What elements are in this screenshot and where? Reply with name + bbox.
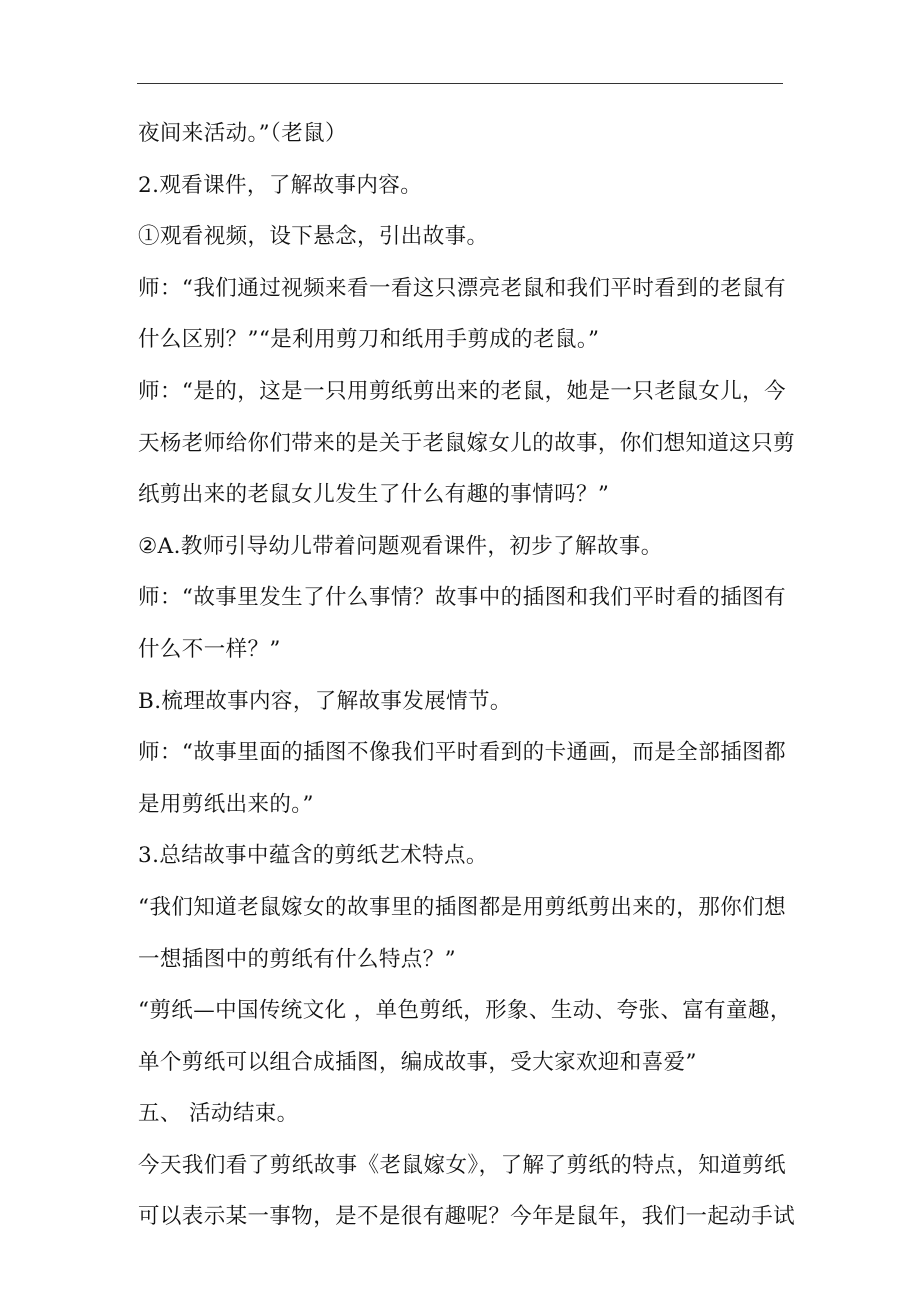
text-line: 师：“故事里发生了什么事情？故事中的插图和我们平时看的插图有 [138, 585, 786, 611]
text-line: 单个剪纸可以组合成插图，编成故事，受大家欢迎和喜爱” [138, 1049, 697, 1075]
text-line: 师：“故事里面的插图不像我们平时看到的卡通画，而是全部插图都 [138, 740, 786, 766]
text-line: 师：“是的，这是一只用剪纸剪出来的老鼠，她是一只老鼠女儿，今 [138, 378, 786, 404]
text-line: ①观看视频，设下悬念，引出故事。 [138, 224, 489, 250]
text-line: 师：“我们通过视频来看一看这只漂亮老鼠和我们平时看到的老鼠有 [138, 275, 786, 301]
text-line: 纸剪出来的老鼠女儿发生了什么有趣的事情吗？” [138, 482, 610, 508]
text-line: 是用剪纸出来的。” [138, 791, 314, 817]
text-line: ②A.教师引导幼儿带着问题观看课件，初步了解故事。 [138, 533, 663, 559]
text-line: 天杨老师给你们带来的是关于老鼠嫁女儿的故事，你们想知道这只剪 [138, 430, 796, 456]
section-heading: 3.总结故事中蕴含的剪纸艺术特点。 [138, 843, 488, 869]
text-line: 今天我们看了剪纸故事《老鼠嫁女》，了解了剪纸的特点，知道剪纸 [138, 1152, 786, 1178]
text-line: 可以表示某一事物，是不是很有趣呢？今年是鼠年，我们一起动手试 [138, 1204, 796, 1230]
text-line: “剪纸—中国传统文化 ，单色剪纸，形象、生动、夸张、富有童趣， [138, 998, 792, 1024]
text-line: 夜间来活动。”（老鼠） [138, 121, 347, 146]
text-line: B.梳理故事内容，了解故事发展情节。 [138, 688, 512, 714]
text-line: 什么区别？”“是利用剪刀和纸用手剪成的老鼠。” [138, 327, 600, 353]
section-heading: 五、 活动结束。 [138, 1101, 299, 1127]
text-line: 什么不一样？” [138, 636, 281, 662]
header-rule [137, 83, 783, 84]
section-heading: 2.观看课件，了解故事内容。 [138, 172, 423, 198]
text-line: 一想插图中的剪纸有什么特点？” [138, 946, 456, 972]
text-line: “我们知道老鼠嫁女的故事里的插图都是用剪纸剪出来的，那你们想 [138, 894, 786, 920]
document-body [138, 112, 798, 1247]
